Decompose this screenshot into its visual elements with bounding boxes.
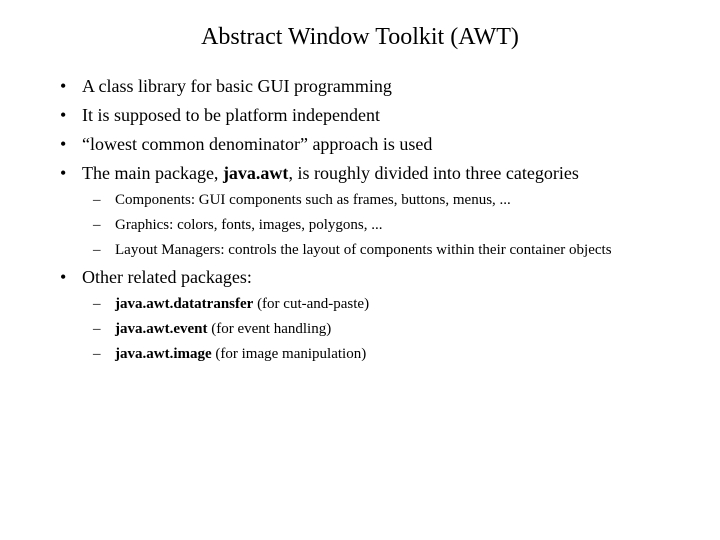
dash-icon: – — [93, 192, 101, 208]
sub-bullet-item — [89, 319, 676, 339]
bullet-text: “lowest common denominator” approach is used — [82, 134, 433, 154]
package-name: java.awt.event — [115, 321, 208, 337]
package-desc: (for image manipulation) — [211, 346, 367, 362]
category-text: Components: GUI components such as frames, buttons, menus, ... — [115, 192, 511, 208]
package-name: java.awt.image — [115, 346, 212, 362]
dash-icon: – — [93, 296, 101, 312]
main-package-name: java.awt — [222, 163, 289, 183]
package-desc: (for event handling) — [207, 321, 332, 337]
bullet-icon: • — [60, 267, 67, 287]
bullet-text: It is supposed to be platform independent — [82, 105, 380, 125]
bullet-icon: • — [60, 163, 67, 183]
other-packages-label: Other related packages: — [82, 267, 252, 287]
bullet-icon: • — [60, 134, 67, 154]
slide-title: Abstract Window Toolkit (AWT) — [201, 24, 519, 50]
bullet-item — [56, 103, 676, 127]
main-package-prefix: The main package, — [82, 163, 223, 183]
main-package-suffix: , is roughly divided into three categories — [288, 163, 579, 183]
sub-bullet-item — [89, 294, 676, 314]
bullet-item-other-packages — [56, 265, 676, 289]
bullet-item-main-package — [56, 161, 676, 185]
slide-content — [56, 74, 676, 369]
category-text: Graphics: colors, fonts, images, polygons, ... — [115, 217, 383, 233]
package-desc: (for cut-and-paste) — [253, 296, 370, 312]
dash-icon: – — [93, 346, 101, 362]
bullet-icon: • — [60, 105, 67, 125]
bullet-item — [56, 132, 676, 156]
sub-bullet-item — [89, 190, 676, 210]
sub-bullet-item — [89, 344, 676, 364]
category-text: Layout Managers: controls the layout of components within their container objects — [115, 242, 612, 258]
dash-icon: – — [93, 242, 101, 258]
dash-icon: – — [93, 321, 101, 337]
sub-bullet-item — [89, 215, 676, 235]
bullet-item — [56, 74, 676, 98]
package-name: java.awt.datatransfer — [115, 296, 254, 312]
bullet-icon: • — [60, 76, 67, 96]
dash-icon: – — [93, 217, 101, 233]
bullet-text: A class library for basic GUI programming — [82, 76, 392, 96]
sub-bullet-item — [89, 240, 676, 260]
